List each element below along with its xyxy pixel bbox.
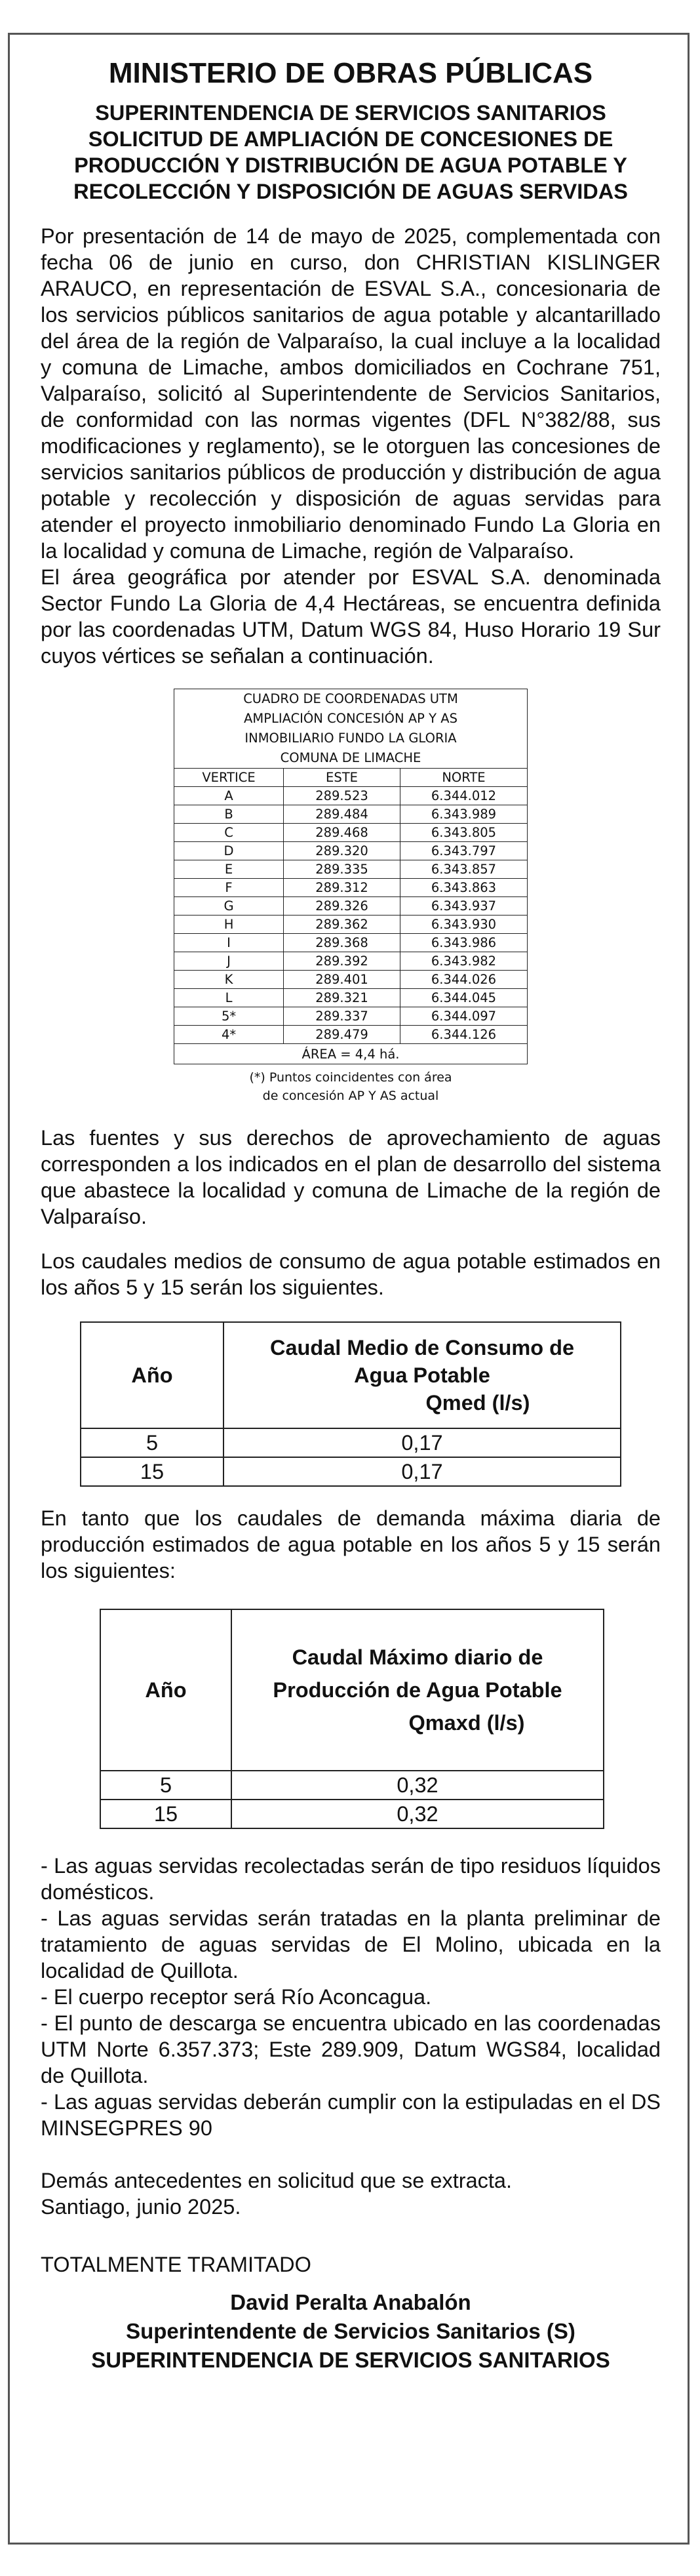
este-cell: 289.362 — [284, 916, 400, 934]
conditions-list — [41, 1853, 661, 2141]
signatory-role: Superintendente de Servicios Sanitarios (S) — [126, 2319, 575, 2343]
vertex-cell: A — [174, 787, 284, 805]
value-cell: 0,32 — [231, 1771, 604, 1800]
este-cell: 289.484 — [284, 805, 400, 824]
coord-footnote-line: (*) Puntos coincidentes con área — [249, 1070, 452, 1085]
consumo-header-line: Agua Potable — [354, 1363, 490, 1387]
produccion-header-line: Producción de Agua Potable — [273, 1678, 562, 1702]
coord-caption-line: INMOBILIARIO FUNDO LA GLORIA — [174, 729, 528, 748]
coordinates-table-block — [174, 689, 528, 1105]
year-cell: 5 — [81, 1428, 224, 1457]
produccion-header-value — [231, 1609, 604, 1771]
coord-area-total: ÁREA = 4,4 há. — [174, 1044, 528, 1064]
value-cell: 0,17 — [224, 1457, 621, 1486]
area-paragraph: El área geográfica por atender por ESVAL S.A. denominada Sector Fundo La Gloria de 4,4 Hectáreas, se encuentra definida por las coordenadas UTM, Datum WGS 84, Huso Horario 19 Sur cuyos vértices se señalan a continuación. — [41, 565, 661, 668]
list-item: - El punto de descarga se encuentra ubicado en las coordenadas UTM Norte 6.357.373; Este 289.909, Datum WGS84, localidad de Quillota. — [41, 2011, 661, 2087]
norte-cell: 6.344.012 — [400, 787, 527, 805]
notice-content — [41, 54, 661, 2375]
ministry-title: MINISTERIO DE OBRAS PÚBLICAS — [108, 57, 593, 89]
vertex-cell: 5* — [174, 1007, 284, 1026]
norte-cell: 6.343.989 — [400, 805, 527, 824]
coord-header-vertice: VERTICE — [174, 769, 284, 787]
produccion-header-line: Caudal Máximo diario de — [292, 1645, 543, 1669]
este-cell: 289.523 — [284, 787, 400, 805]
norte-cell: 6.343.986 — [400, 934, 527, 952]
list-item: - Las aguas servidas serán tratadas en la planta preliminar de tratamiento de aguas servidas de El Molino, ubicada en la localidad de Quillota. — [41, 1906, 661, 1982]
table-row — [174, 897, 528, 916]
vertex-cell: F — [174, 879, 284, 897]
norte-cell: 6.343.857 — [400, 860, 527, 879]
consumo-header-line: Qmed (l/s) — [425, 1391, 530, 1415]
norte-cell: 6.343.982 — [400, 952, 527, 971]
max-demand-paragraph: En tanto que los caudales de demanda máxima diaria de producción estimados de agua potable en los años 5 y 15 serán los siguientes: — [41, 1506, 661, 1582]
coord-caption-line: AMPLIACIÓN CONCESIÓN AP Y AS — [174, 709, 528, 729]
vertex-cell: C — [174, 824, 284, 842]
este-cell: 289.468 — [284, 824, 400, 842]
vertex-cell: G — [174, 897, 284, 916]
sources-paragraph: Las fuentes y sus derechos de aprovechamiento de aguas corresponden a los indicados en el plan de desarrollo del sistema que abastece la localidad y comuna de Limache de la región de Valparaíso. — [41, 1126, 661, 1228]
este-cell: 289.337 — [284, 1007, 400, 1026]
list-item: - El cuerpo receptor será Río Aconcagua. — [41, 1985, 432, 2009]
norte-cell: 6.343.797 — [400, 842, 527, 860]
table-row — [174, 916, 528, 934]
year-cell: 15 — [100, 1800, 231, 1828]
vertex-cell: L — [174, 989, 284, 1007]
table-row — [174, 879, 528, 897]
norte-cell: 6.344.045 — [400, 989, 527, 1007]
este-cell: 289.312 — [284, 879, 400, 897]
table-row — [174, 971, 528, 989]
coordinates-table — [174, 689, 528, 1064]
coord-header-norte: NORTE — [400, 769, 527, 787]
subtitle-line: PRODUCCIÓN Y DISTRIBUCIÓN DE AGUA POTABLE Y — [74, 153, 627, 177]
vertex-cell: H — [174, 916, 284, 934]
coord-caption-line: COMUNA DE LIMACHE — [174, 748, 528, 769]
norte-cell: 6.344.126 — [400, 1026, 527, 1044]
subtitle-line: RECOLECCIÓN Y DISPOSICIÓN DE AGUAS SERVIDAS — [73, 180, 628, 203]
consumo-header-year: Año — [81, 1322, 224, 1428]
coord-footnote — [174, 1068, 528, 1105]
closing-date: Santiago, junio 2025. — [41, 2195, 241, 2219]
vertex-cell: B — [174, 805, 284, 824]
consumption-paragraph: Los caudales medios de consumo de agua potable estimados en los años 5 y 15 serán los siguientes. — [41, 1249, 661, 1299]
notice-subtitle — [41, 100, 661, 205]
table-row — [174, 805, 528, 824]
consumo-table — [80, 1321, 621, 1487]
closing-block — [41, 2167, 661, 2220]
list-item: - Las aguas servidas deberán cumplir con la estipuladas en el DS MINSEGPRES 90 — [41, 2090, 661, 2140]
este-cell: 289.401 — [284, 971, 400, 989]
norte-cell: 6.343.863 — [400, 879, 527, 897]
year-cell: 5 — [100, 1771, 231, 1800]
value-cell: 0,32 — [231, 1800, 604, 1828]
table-row — [174, 989, 528, 1007]
vertex-cell: E — [174, 860, 284, 879]
signatory-name: David Peralta Anabalón — [230, 2290, 471, 2314]
este-cell: 289.368 — [284, 934, 400, 952]
table-row — [100, 1771, 604, 1800]
list-item: - Las aguas servidas recolectadas serán de tipo residuos líquidos domésticos. — [41, 1854, 661, 1904]
este-cell: 289.479 — [284, 1026, 400, 1044]
coord-footnote-line: de concesión AP Y AS actual — [262, 1089, 439, 1103]
subtitle-line: SUPERINTENDENCIA DE SERVICIOS SANITARIOS — [95, 101, 606, 125]
signatory-organization: SUPERINTENDENCIA DE SERVICIOS SANITARIOS — [91, 2348, 610, 2372]
value-cell: 0,17 — [224, 1428, 621, 1457]
este-cell: 289.321 — [284, 989, 400, 1007]
table-row — [174, 824, 528, 842]
norte-cell: 6.343.937 — [400, 897, 527, 916]
subtitle-line: SOLICITUD DE AMPLIACIÓN DE CONCESIONES DE — [88, 127, 613, 151]
vertex-cell: D — [174, 842, 284, 860]
table-row — [174, 842, 528, 860]
este-cell: 289.326 — [284, 897, 400, 916]
produccion-header-line: Qmaxd (l/s) — [408, 1711, 525, 1735]
norte-cell: 6.344.026 — [400, 971, 527, 989]
produccion-header-year: Año — [100, 1609, 231, 1771]
coord-header-este: ESTE — [284, 769, 400, 787]
table-row — [174, 1026, 528, 1044]
consumo-header-line: Caudal Medio de Consumo de — [269, 1336, 575, 1359]
norte-cell: 6.343.805 — [400, 824, 527, 842]
closing-antecedentes: Demás antecedentes en solicitud que se extracta. — [41, 2169, 513, 2192]
consumo-header-value — [224, 1322, 621, 1428]
coord-caption-line: CUADRO DE COORDENADAS UTM — [174, 689, 528, 710]
table-row — [174, 952, 528, 971]
table-row — [100, 1800, 604, 1828]
norte-cell: 6.344.097 — [400, 1007, 527, 1026]
vertex-cell: K — [174, 971, 284, 989]
intro-paragraph: Por presentación de 14 de mayo de 2025, complementada con fecha 06 de junio en curso, don CHRISTIAN KISLINGER ARAUCO, en representación de ESVAL S.A., concesionaria de los servicios públicos sanitarios de agua potable y alcantarillado del área de la región de Valparaíso, la cual incluye a la localidad y comuna de Limache, ambos domiciliados en Cochrane 751, Valparaíso, solicitó al Superintendente de Servicios Sanitarios, de conformidad con las normas vigentes (DFL N°382/88, sus modificaciones y reglamento), se le otorguen las concesiones de servicios sanitarios públicos de producción y distribución de agua potable y recolección y disposición de aguas servidas para atender el proyecto inmobiliario denominado Fundo La Gloria en la localidad y comuna de Limache, región de Valparaíso. — [41, 224, 661, 563]
este-cell: 289.320 — [284, 842, 400, 860]
status-stamp-text: TOTALMENTE TRAMITADO — [41, 2253, 311, 2276]
vertex-cell: I — [174, 934, 284, 952]
table-row — [174, 860, 528, 879]
signature-block — [41, 2288, 661, 2375]
table-row — [81, 1428, 621, 1457]
norte-cell: 6.343.930 — [400, 916, 527, 934]
table-row — [174, 1007, 528, 1026]
vertex-cell: 4* — [174, 1026, 284, 1044]
table-row — [174, 934, 528, 952]
year-cell: 15 — [81, 1457, 224, 1486]
produccion-table — [100, 1609, 604, 1829]
table-row — [81, 1457, 621, 1486]
table-row — [174, 787, 528, 805]
vertex-cell: J — [174, 952, 284, 971]
este-cell: 289.392 — [284, 952, 400, 971]
este-cell: 289.335 — [284, 860, 400, 879]
